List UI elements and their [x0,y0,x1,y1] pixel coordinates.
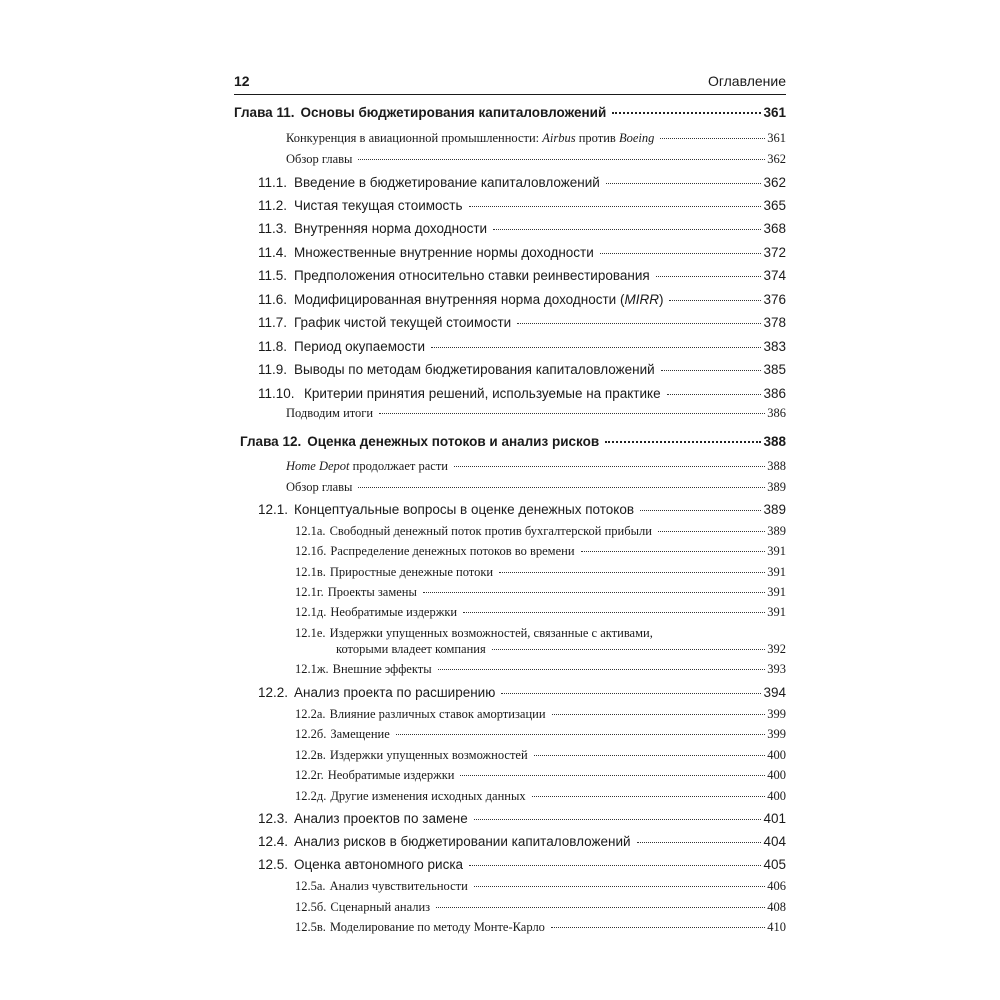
section-number: 12.4. [258,834,289,849]
page-ref: 391 [767,565,786,579]
subsection-title: Приростные денежные потоки [329,565,494,579]
page-ref: 405 [763,857,786,872]
subsection-title: Издержки упущенных возможностей [329,748,528,762]
entry-title: Обзор главы [286,480,353,494]
dot-leader [667,394,762,395]
section-number: 11.9. [258,362,288,377]
dot-leader [358,487,765,488]
section-title: Анализ проектов по замене [294,811,468,826]
subsection-number: 12.2г. [295,768,324,782]
toc-entry-summary[interactable] [286,406,786,421]
toc-section-12-1[interactable] [258,502,786,517]
subsection-number: 12.5а. [295,879,326,893]
toc-entry-overview-12[interactable] [286,480,786,495]
dot-leader [552,714,766,715]
page-ref: 385 [763,362,786,377]
section-title: Введение в бюджетирование капиталовложений [294,175,600,190]
dot-leader [669,300,761,301]
dot-leader [469,206,762,207]
dot-leader [474,819,762,820]
dot-leader [396,734,766,735]
subsection-number: 12.1а. [295,524,326,538]
header-rule [234,94,786,95]
chapter-number: Глава 11. [234,105,295,120]
toc-section-12-5[interactable] [258,857,786,872]
toc-subsection[interactable] [295,920,786,935]
page-ref: 394 [763,685,786,700]
dot-leader [551,927,765,928]
page-ref: 368 [763,221,786,236]
toc-subsection[interactable] [295,900,786,915]
page-ref: 361 [767,131,786,145]
chapter-title: Оценка денежных потоков и анализ рисков [307,434,600,449]
page-ref: 376 [763,292,786,307]
dot-leader [581,551,766,552]
section-title: Чистая текущая стоимость [294,198,463,213]
page-ref: 361 [763,105,786,120]
subsection-number: 12.1д. [295,605,327,619]
toc-section-11-4[interactable] [258,245,786,260]
page-ref: 399 [767,727,786,741]
toc-section-12-2[interactable] [258,685,786,700]
dot-leader [517,323,761,324]
page-ref: 383 [763,339,786,354]
subsection-title: Замещение [330,727,390,741]
section-number: 11.8. [258,339,288,354]
toc-chapter-11[interactable] [234,105,786,120]
running-header-title: Оглавление [707,73,786,89]
dot-leader [605,441,761,443]
section-title: Внутренняя норма доходности [294,221,488,236]
toc-subsection[interactable] [295,565,786,580]
toc-subsection[interactable] [295,789,786,804]
page-ref: 386 [763,386,786,401]
subsection-number: 12.1г. [295,585,324,599]
page-ref: 392 [767,642,786,656]
subsection-title: Проекты замены [327,585,417,599]
toc-section-11-3[interactable] [258,221,786,236]
dot-leader [600,253,762,254]
toc-subsection[interactable] [295,748,786,763]
subsection-number: 12.1е. [295,626,326,640]
section-number: 11.4. [258,245,288,260]
dot-leader [474,886,765,887]
subsection-number: 12.5в. [295,920,326,934]
dot-leader [534,755,766,756]
section-title: Множественные внутренние нормы доходности [294,245,594,260]
subsection-title: Распределение денежных потоков во времени [330,544,575,558]
subsection-title: Сценарный анализ [330,900,431,914]
toc-subsection[interactable] [295,727,786,742]
section-number: 12.1. [258,502,289,517]
dot-leader [454,466,765,467]
page-number: 12 [234,73,250,89]
dot-leader [640,510,761,511]
page-ref: 391 [767,605,786,619]
dot-leader [501,693,761,694]
section-number: 12.2. [258,685,289,700]
page-ref: 399 [767,707,786,721]
toc-section-11-9[interactable] [258,362,786,377]
dot-leader [499,572,765,573]
section-title: Предположения относительно ставки реинвестирования [294,268,650,283]
page-ref: 400 [767,789,786,803]
page-ref: 389 [767,480,786,494]
entry-title: Подводим итоги [286,406,374,420]
subsection-number: 12.2в. [295,748,326,762]
toc-section-12-3[interactable] [258,811,786,826]
dot-leader [358,159,765,160]
entry-title: Конкуренция в авиационной промышленности: Airbus против Boeing [286,131,655,145]
page-ref: 378 [763,315,786,330]
page-ref: 406 [767,879,786,893]
toc-subsection[interactable] [295,879,786,894]
toc-subsection[interactable] [295,524,786,539]
page-ref: 408 [767,900,786,914]
page-ref: 391 [767,585,786,599]
page-ref: 388 [763,434,786,449]
subsection-number: 12.1б. [295,544,327,558]
toc-entry-home-depot[interactable] [286,459,786,474]
page-ref: 362 [767,152,786,166]
dot-leader [658,531,765,532]
toc-subsection[interactable] [295,768,786,783]
subsection-title: Свободный денежный поток против бухгалтерской прибыли [329,524,652,538]
section-title: График чистой текущей стоимости [294,315,512,330]
subsection-title: Моделирование по методу Монте-Карло [329,920,545,934]
dot-leader [469,865,761,866]
section-number: 11.3. [258,221,288,236]
entry-title: Home Depot продолжает расти [286,459,448,473]
dot-leader [379,413,765,414]
page-ref: 393 [767,662,786,676]
section-title: Модифицированная внутренняя норма доходности (MIRR) [294,292,664,307]
subsection-number: 12.5б. [295,900,327,914]
section-number: 11.6. [258,292,288,307]
page-ref: 388 [767,459,786,473]
subsection-title: Внешние эффекты [332,662,432,676]
page-ref: 410 [767,920,786,934]
section-title: Критерии принятия решений, используемые на практике [304,386,661,401]
toc-section-11-5[interactable] [258,268,786,283]
section-title: Оценка автономного риска [294,857,464,872]
section-title: Анализ проекта по расширению [294,685,496,700]
subsection-title: Необратимые издержки [327,768,455,782]
dot-leader [463,612,765,613]
subsection-title: Другие изменения исходных данных [330,789,526,803]
dot-leader [637,842,762,843]
section-number: 11.10. [258,386,295,401]
page-ref: 365 [763,198,786,213]
section-number: 12.5. [258,857,289,872]
dot-leader [661,370,762,371]
toc-section-12-4[interactable] [258,834,786,849]
dot-leader [423,592,765,593]
section-title: Выводы по методам бюджетирования капиталовложений [294,362,655,377]
toc-subsection[interactable] [295,544,786,559]
chapter-number: Глава 12. [240,434,302,449]
page-ref: 362 [763,175,786,190]
page-ref: 374 [763,268,786,283]
toc-subsection-line2[interactable] [336,642,786,657]
chapter-title: Основы бюджетирования капиталовложений [300,105,607,120]
subsection-title: Анализ чувствительности [329,879,468,893]
toc-section-11-2[interactable] [258,198,786,213]
toc-subsection[interactable] [295,585,786,600]
subsection-title: Необратимые издержки [330,605,458,619]
toc-section-11-8[interactable] [258,339,786,354]
section-title: Период окупаемости [294,339,426,354]
page-ref: 391 [767,544,786,558]
toc-section-11-7[interactable] [258,315,786,330]
dot-leader [493,229,761,230]
dot-leader [460,775,765,776]
dot-leader [492,649,766,650]
page-ref: 404 [763,834,786,849]
subsection-number: 12.1ж. [295,662,329,676]
toc-subsection[interactable] [295,707,786,722]
dot-leader [656,276,762,277]
page-ref: 386 [767,406,786,420]
entry-title: Обзор главы [286,152,353,166]
section-number: 11.7. [258,315,288,330]
dot-leader [438,669,766,670]
dot-leader [532,796,766,797]
subsection-title: Издержки упущенных возможностей, связанные с активами, [329,626,653,640]
section-number: 12.3. [258,811,289,826]
toc-entry-overview[interactable] [286,152,786,167]
dot-leader [612,112,761,114]
section-number: 11.1. [258,175,288,190]
dot-leader [431,347,761,348]
subsection-number: 12.2а. [295,707,326,721]
page-ref: 389 [763,502,786,517]
toc-section-11-10[interactable] [258,386,786,401]
section-title: Концептуальные вопросы в оценке денежных потоков [294,502,635,517]
dot-leader [436,907,765,908]
toc-subsection-line1[interactable] [295,626,786,641]
toc-chapter-12[interactable] [240,434,786,449]
page-ref: 389 [767,524,786,538]
page-ref: 400 [767,768,786,782]
dot-leader [606,183,762,184]
subsection-number: 12.2д. [295,789,327,803]
page-ref: 372 [763,245,786,260]
subsection-title: Влияние различных ставок амортизации [329,707,546,721]
subsection-number: 12.2б. [295,727,327,741]
section-number: 11.2. [258,198,288,213]
subsection-number: 12.1в. [295,565,326,579]
page-ref: 401 [763,811,786,826]
section-number: 11.5. [258,268,288,283]
toc-subsection[interactable] [295,605,786,620]
section-title: Анализ рисков в бюджетировании капиталовложений [294,834,631,849]
page-ref: 400 [767,748,786,762]
toc-subsection[interactable] [295,662,786,677]
subsection-title-cont: которыми владеет компания [336,642,486,656]
toc-section-11-6[interactable] [258,292,786,307]
toc-entry-competition[interactable] [286,131,786,146]
dot-leader [660,138,765,139]
toc-section-11-1[interactable] [258,175,786,190]
